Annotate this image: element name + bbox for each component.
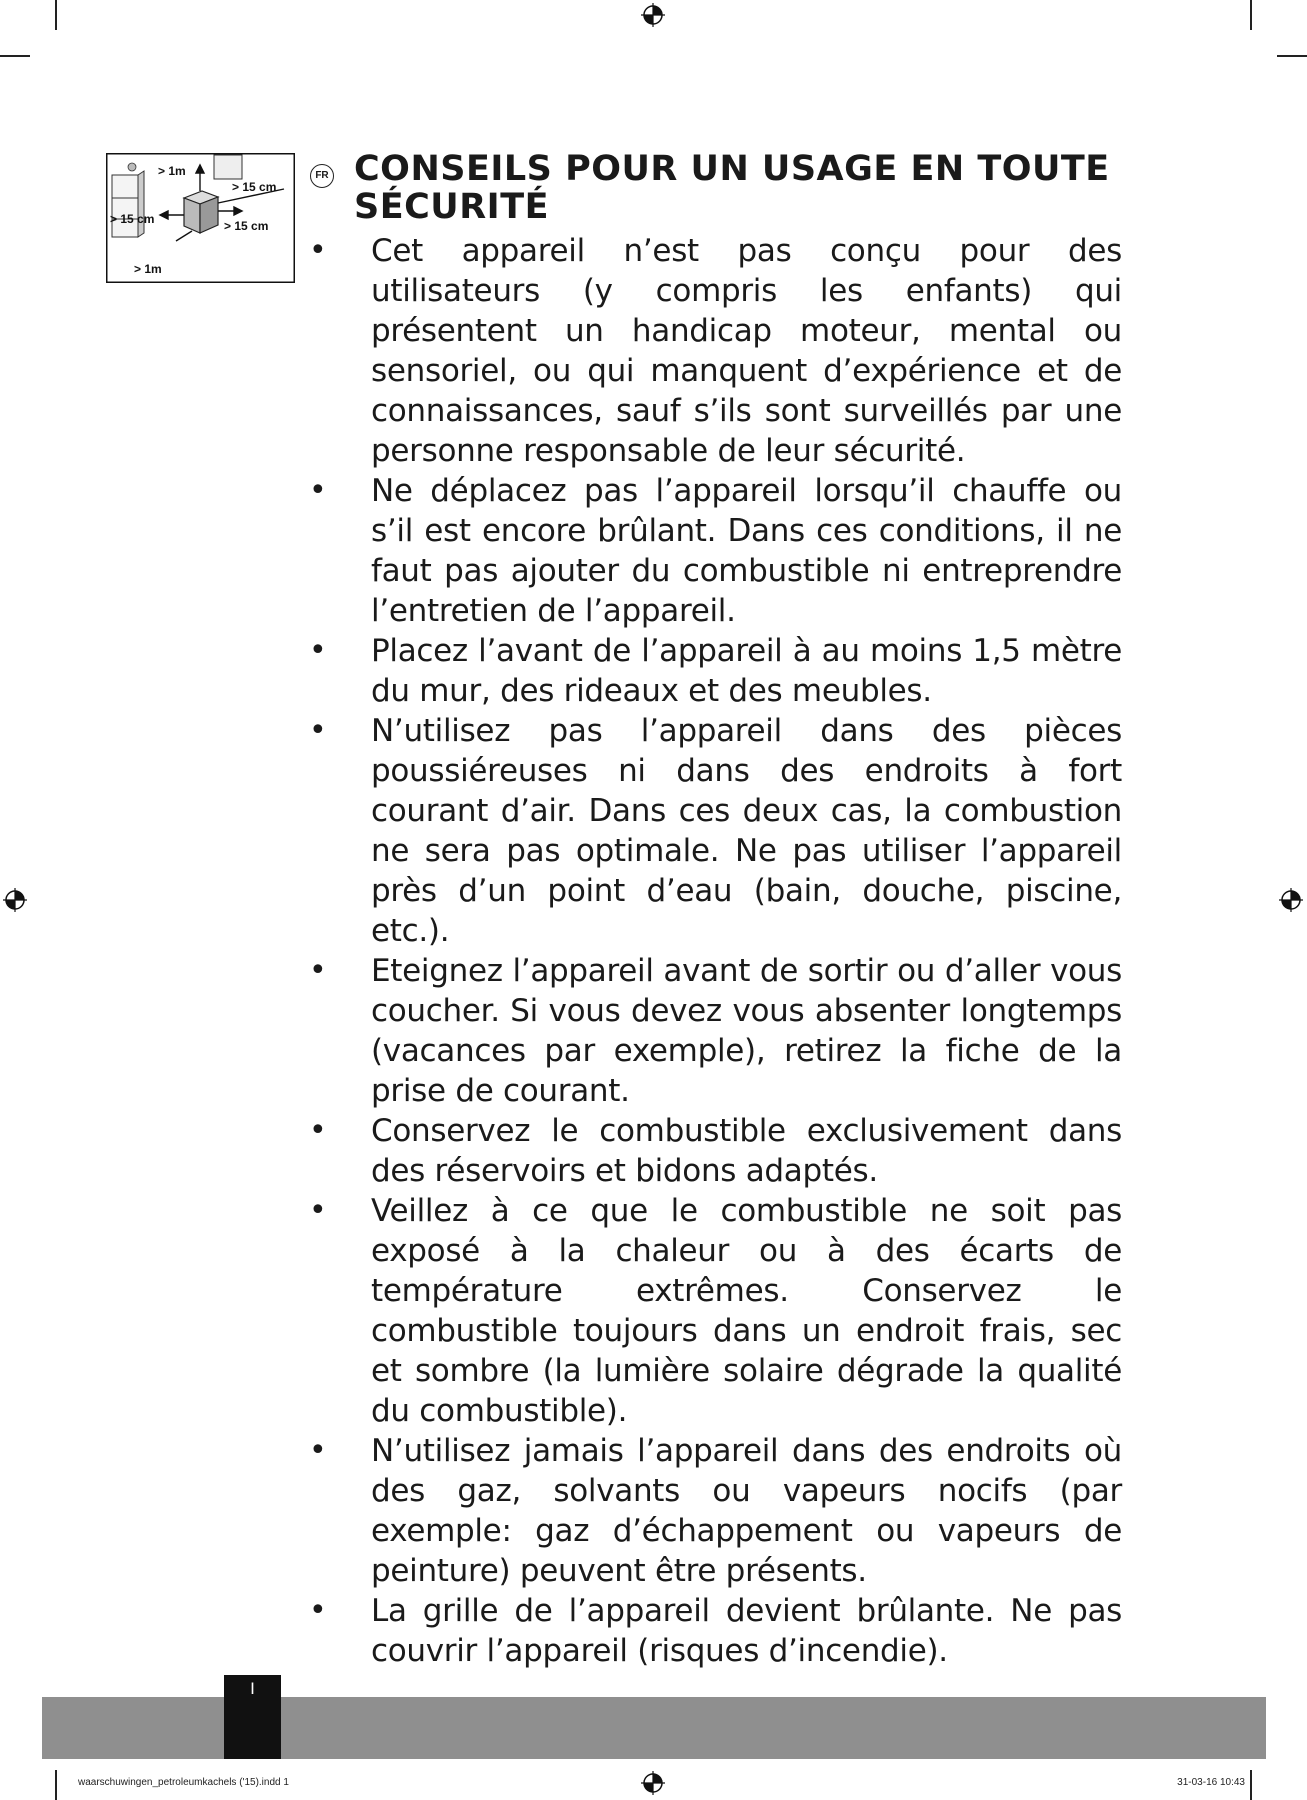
bullet-icon: •: [309, 713, 327, 748]
list-item: [305, 231, 1122, 471]
bullet-icon: •: [309, 633, 327, 668]
bullet-icon: •: [309, 953, 327, 988]
list-item-text: Ne déplacez pas l’appareil lorsqu’il chauffe ou s’il est encore brûlant. Dans ces conditions, il ne faut pas ajouter du combustible ni entreprendre l’entretien de l’appareil.: [371, 473, 1122, 629]
heading-line-1: CONSEILS POUR UN USAGE EN TOUTE: [354, 149, 1110, 189]
page-number: I: [250, 1679, 255, 1698]
safety-tips-list: [305, 231, 1122, 1671]
bullet-icon: •: [309, 1593, 327, 1628]
list-item-text: Eteignez l’appareil avant de sortir ou d’aller vous coucher. Si vous devez vous absenter longtemps (vacances par exemple), retirez la fiche de la prise de courant.: [371, 953, 1122, 1109]
wall-cabinet-icon: [214, 155, 242, 179]
clearance-diagram: [106, 153, 295, 283]
list-item: [305, 1431, 1122, 1591]
list-item: [305, 711, 1122, 951]
crop-mark-top-left-h: [0, 55, 30, 57]
diagram-label-right-lower: > 15 cm: [224, 219, 269, 233]
bullet-icon: •: [309, 233, 327, 268]
diagram-label-bottom: > 1m: [134, 262, 162, 276]
crop-mark-top-right-h: [1277, 55, 1307, 57]
crop-mark-bottom-left-v: [55, 1770, 57, 1800]
registration-mark-bottom-icon: [641, 1771, 665, 1795]
list-item-text: Veillez à ce que le combustible ne soit pas exposé à la chaleur ou à des écarts de température extrêmes. Conservez le combustible toujours dans un endroit frais, sec et sombre (la lumière solaire dégrade la qualité du combustible).: [371, 1193, 1122, 1429]
list-item: [305, 1591, 1122, 1671]
list-item-text: N’utilisez jamais l’appareil dans des endroits où des gaz, solvants ou vapeurs nocifs (par exemple: gaz d’échappement ou vapeurs de peinture) peuvent être présents.: [371, 1433, 1122, 1589]
figure-icon: [128, 163, 136, 171]
list-item: [305, 1111, 1122, 1191]
bullet-icon: •: [309, 1113, 327, 1148]
file-slug: waarschuwingen_petroleumkachels ('15).indd 1: [78, 1777, 289, 1788]
registration-mark-right-icon: [1279, 888, 1303, 912]
language-badge-fr: FR: [310, 164, 334, 188]
list-item-text: N’utilisez pas l’appareil dans des pièces poussiéreuses ni dans des endroits à fort courant d’air. Dans ces deux cas, la combustion ne sera pas optimale. Ne pas utiliser l’appareil près d’un point d’eau (bain, douche, piscine, etc.).: [371, 713, 1122, 949]
heading-line-2: SÉCURITÉ: [354, 187, 549, 227]
bullet-icon: •: [309, 1433, 327, 1468]
bullet-icon: •: [309, 1193, 327, 1228]
heater-icon: [184, 191, 218, 233]
diagram-label-top: > 1m: [158, 164, 186, 178]
list-item-text: Placez l’avant de l’appareil à au moins 1,5 mètre du mur, des rideaux et des meubles.: [371, 633, 1122, 709]
crop-mark-bottom-right-v: [1250, 1770, 1252, 1800]
registration-mark-left-icon: [3, 888, 27, 912]
diagram-label-left: > 15 cm: [110, 212, 155, 226]
bullet-icon: •: [309, 473, 327, 508]
crop-mark-top-left-v: [55, 0, 57, 30]
list-item: [305, 1191, 1122, 1431]
shelf-unit-icon: [112, 171, 144, 237]
list-item: [305, 631, 1122, 711]
list-item-text: Cet appareil n’est pas conçu pour des utilisateurs (y compris les enfants) qui présentent un handicap moteur, mental ou sensoriel, ou qui manquent d’expérience et de connaissances, sauf s’ils sont surveillés par une personne responsable de leur sécurité.: [371, 233, 1122, 469]
date-slug: 31-03-16 10:43: [1177, 1777, 1245, 1788]
list-item-text: Conservez le combustible exclusivement dans des réservoirs et bidons adaptés.: [371, 1113, 1122, 1189]
diagram-label-right-upper: > 15 cm: [232, 180, 277, 194]
list-item: [305, 951, 1122, 1111]
crop-mark-top-right-v: [1250, 0, 1252, 30]
registration-mark-top-icon: [641, 3, 665, 27]
list-item: [305, 471, 1122, 631]
section-heading: [310, 150, 1130, 226]
list-item-text: La grille de l’appareil devient brûlante. Ne pas couvrir l’appareil (risques d’incendie).: [371, 1593, 1122, 1669]
